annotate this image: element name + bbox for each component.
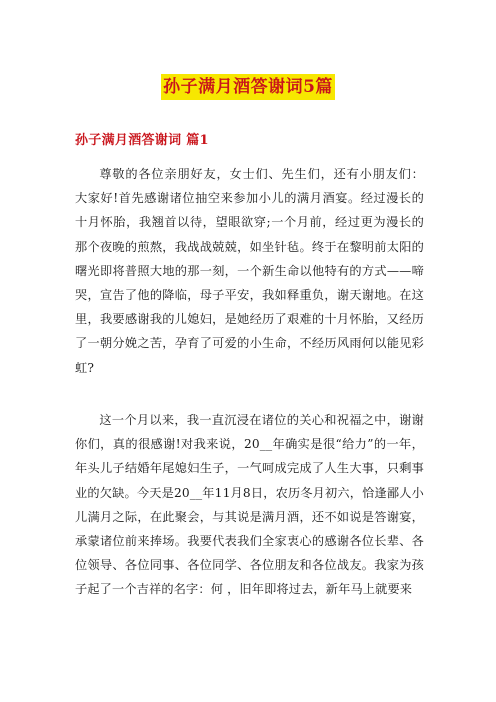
paragraph-1: 尊敬的各位亲朋好友，女士们、先生们，还有小朋友们： 大家好!首先感谢诸位抽空来参加小儿的满月酒宴。经过漫长的十月怀胎，我翘首以待，望眼欲穿;一个月前，经过更为漫长的那个夜晚的煎熬，我战战兢兢，如坐针毡。终于在黎明前太阳的曙光即将普照大地的那一刻，一个新生命以他特有的方式——啼哭，宣告了他的降临，母子平安，我如释重负，谢天谢地。在这里，我要感谢我的儿媳妇，是她经历了艰难的十月怀胎，又经历了一朝分娩之苦，孕育了可爱的小生命，不经历风雨何以能见彩虹?	[75, 167, 424, 375]
document-title-text: 孙子满月酒答谢词5篇	[161, 74, 335, 100]
document-title	[0, 74, 496, 100]
section-heading: 孙子满月酒答谢词 篇1	[75, 133, 209, 148]
paragraph-2: 这一个月以来，我一直沉浸在诸位的关心和祝福之中，谢谢你们，真的很感谢!对我来说，20__年确实是很“给力”的一年，年头儿子结婚年尾媳妇生子，一气呵成完成了人生大事，只剩事业的欠缺。今天是20__年11月8日，农历冬月初六，恰逢鄙人小儿满月之际，在此聚会，与其说是满月酒，还不如说是答谢宴，承蒙诸位前来捧场。我要代表我们全家衷心的感谢各位长辈、各位领导、各位同事、各位同学、各位朋友和各位战友。我家为孩子起了一个吉祥的名字：何 ，旧年即将过去，新年马上就要来	[75, 413, 424, 597]
